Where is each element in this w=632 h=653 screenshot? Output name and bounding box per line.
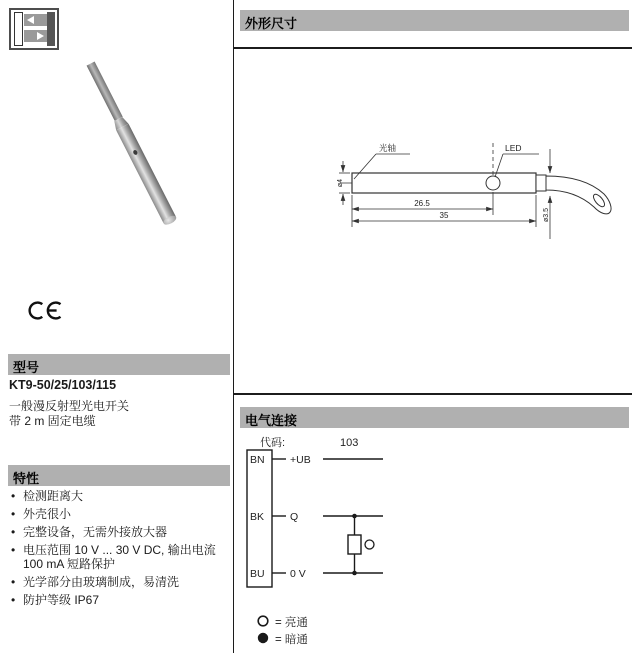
- cable-sleeve: [536, 175, 546, 191]
- model-description: [9, 399, 129, 428]
- dim-text-cable-diameter: ø3.5: [543, 207, 550, 223]
- model-number: KT9-50/25/103/115: [9, 378, 117, 392]
- sensor-body-outline: [352, 173, 536, 193]
- sensor-housing-bar: [47, 12, 55, 46]
- connection-section-header: 电气连接: [240, 407, 629, 428]
- dimensions-section-header: 外形尺寸: [240, 10, 629, 31]
- light-on-meaning: = 亮通: [275, 617, 308, 629]
- pin-signal-0v: 0 V: [290, 568, 306, 580]
- product-photo: [64, 54, 199, 239]
- arrow-right-icon: [37, 32, 44, 40]
- dark-on-symbol: [258, 633, 268, 643]
- load-resistor: [348, 535, 361, 554]
- cable-outline: [546, 176, 611, 214]
- dim-text-35: 35: [439, 211, 449, 220]
- sensor-target-bar: [14, 12, 23, 46]
- sensor-body: [116, 124, 176, 223]
- output-state-circle: [365, 540, 374, 549]
- feature-item: • 完整设备，无需外接放大器: [8, 526, 230, 540]
- sensor-rod: [84, 61, 178, 228]
- feature-item: • 光学部分由玻璃制成，易清洗: [8, 576, 230, 590]
- feature-item: • 防护等级 IP67: [8, 594, 230, 608]
- arrow-left-icon: [27, 16, 34, 24]
- pin-wire-bu: BU: [250, 568, 265, 580]
- drawing-frame-bottom-line: [233, 393, 632, 395]
- emitted-beam-bar: [24, 14, 47, 26]
- code-label: 代码:: [260, 437, 286, 449]
- features-section-header: 特性: [8, 465, 230, 486]
- features-list: [8, 490, 230, 612]
- pin-signal-q: Q: [290, 511, 299, 523]
- dim-text-body-diameter: ø4: [337, 178, 344, 188]
- feature-item: • 电压范围 10 V ... 30 V DC, 输出电流 100 mA 短路保护: [8, 544, 230, 571]
- feature-item: • 外壳很小: [8, 508, 230, 522]
- pin-wire-bk: BK: [250, 511, 265, 523]
- led-label: LED: [505, 143, 522, 153]
- feature-item: • 检测距离大: [8, 490, 230, 504]
- pin-signal-ub: +UB: [290, 454, 311, 466]
- dark-on-meaning: = 暗通: [275, 634, 308, 646]
- code-value: 103: [340, 437, 359, 449]
- dim-text-26-5: 26.5: [414, 199, 430, 208]
- diffuse-sensor-icon: [9, 8, 59, 50]
- sensor-cable: [86, 62, 122, 121]
- dimension-drawing: [233, 49, 632, 392]
- received-beam-bar: [24, 30, 47, 42]
- model-description-line1: 一般漫反射型光电开关: [9, 399, 130, 413]
- optical-axis-label: 光轴: [379, 143, 397, 153]
- light-on-symbol: [258, 616, 268, 626]
- pin-wire-bn: BN: [250, 454, 265, 466]
- model-section-header: 型号: [8, 354, 230, 375]
- ce-mark-icon: [27, 300, 65, 326]
- wiring-diagram: [233, 430, 632, 653]
- model-description-line2: 带 2 m 固定电缆: [9, 413, 96, 428]
